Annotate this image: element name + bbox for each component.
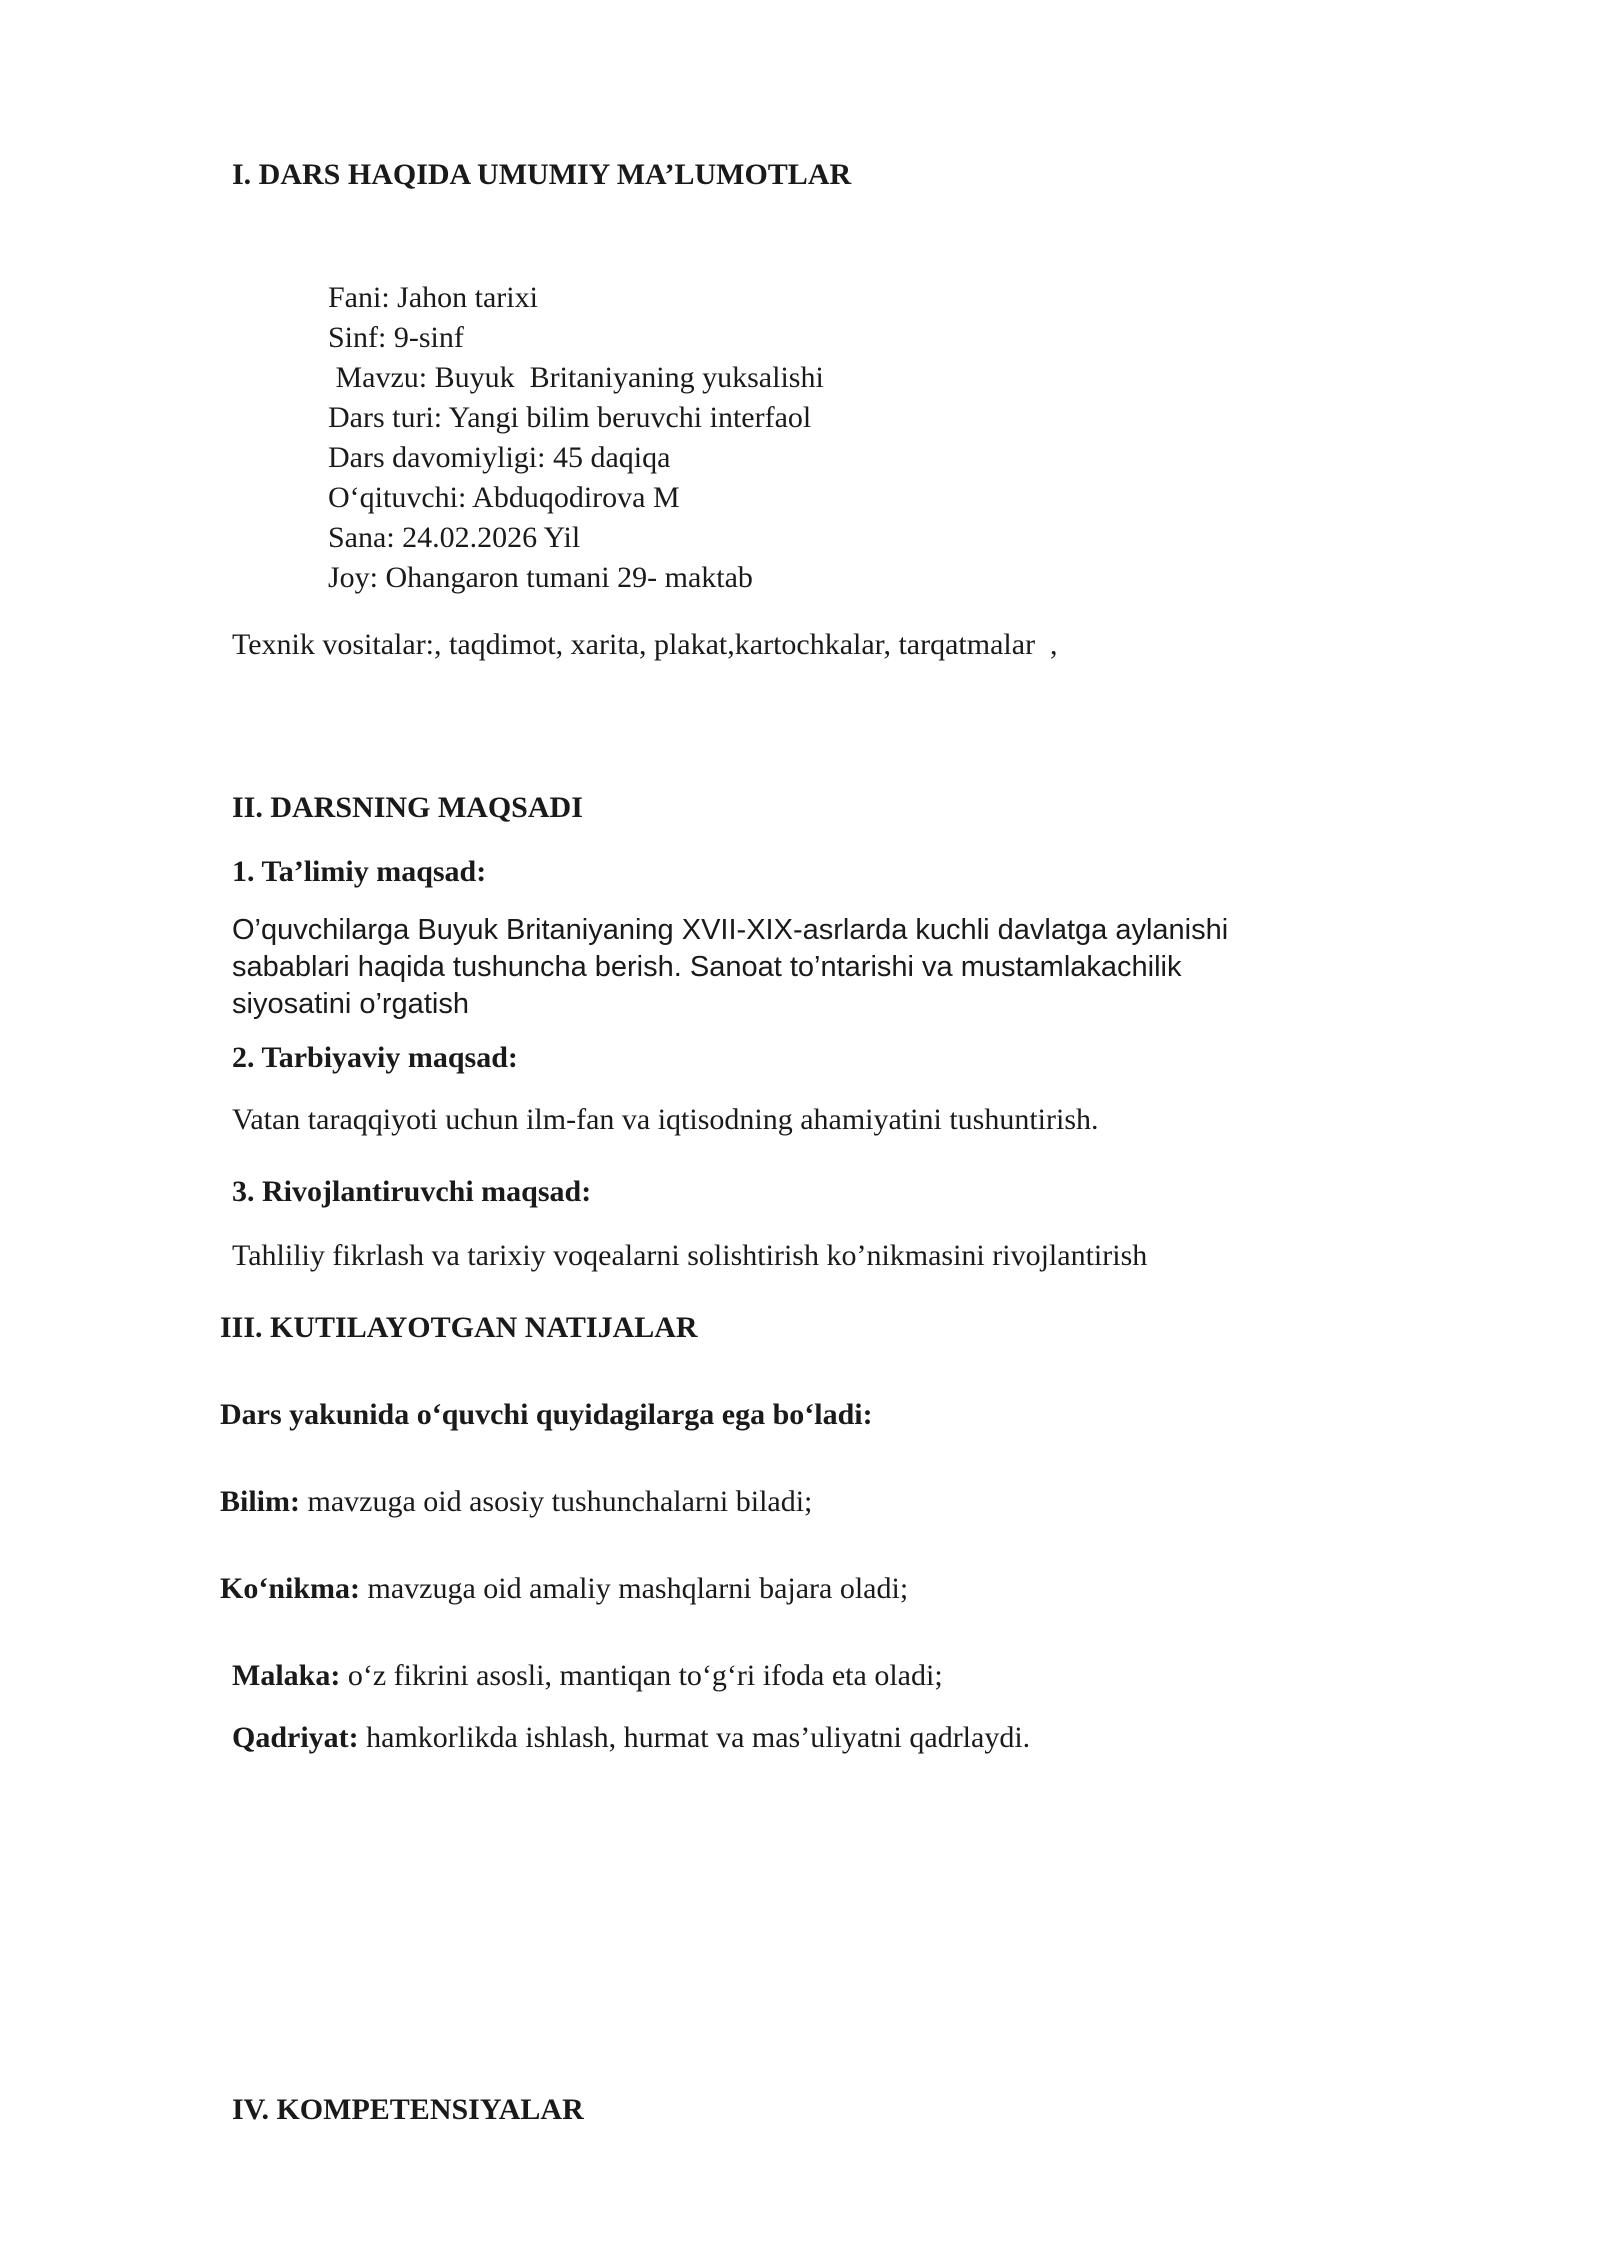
outcome-value-text: hamkorlikda ishlash, hurmat va mas’uliyatni qadrlaydi.: [358, 1721, 1031, 1754]
info-grade: Sinf: 9-sinf: [328, 321, 464, 354]
section-3-heading: III. KUTILAYOTGAN NATIJALAR: [220, 1311, 698, 1344]
lesson-info-list: [328, 278, 824, 598]
info-duration: Dars davomiyligi: 45 daqiqa: [328, 441, 671, 474]
info-place: Joy: Ohangaron tumani 29- maktab: [328, 561, 753, 594]
goal-1-text: O’quvchilarga Buyuk Britaniyaning XVII-XIX-asrlarda kuchli davlatga aylanishi sabablari haqida tushuncha berish. Sanoat to’ntarishi va mustamlakachilik siyosatini o’rgatish: [232, 914, 1229, 1020]
info-topic: Mavzu: Buyuk Britaniyaning yuksalishi: [328, 361, 824, 394]
outcome-skill-label: Ko‘nikma:: [220, 1572, 361, 1605]
outcome-competence: [232, 1656, 943, 1696]
goal-3-text: Tahliliy fikrlash va tarixiy voqealarni solishtirish ko’nikmasini rivojlantirish: [232, 1239, 1148, 1272]
goal-1-title: 1. Ta’limiy maqsad:: [232, 855, 487, 888]
outcome-value-label: Qadriyat:: [232, 1721, 359, 1754]
technical-tools: Texnik vositalar:, taqdimot, xarita, plakat,kartochkalar, tarqatmalar ,: [232, 628, 1058, 661]
goal-2-title: 2. Tarbiyaviy maqsad:: [232, 1041, 518, 1074]
info-date: Sana: 24.02.2026 Yil: [328, 521, 581, 554]
goal-3-title: 3. Rivojlantiruvchi maqsad:: [232, 1175, 592, 1208]
outcome-skill: [220, 1569, 908, 1609]
goal-2-text: Vatan taraqqiyoti uchun ilm-fan va iqtisodning ahamiyatini tushuntirish.: [232, 1103, 1099, 1136]
outcome-knowledge-label: Bilim:: [220, 1485, 300, 1518]
outcome-competence-text: o‘z fikrini asosli, mantiqan to‘g‘ri ifoda eta oladi;: [340, 1659, 943, 1692]
outcome-knowledge-text: mavzuga oid asosiy tushunchalarni biladi;: [300, 1485, 813, 1518]
outcomes-intro: Dars yakunida o‘quvchi quyidagilarga ega bo‘ladi:: [220, 1398, 873, 1431]
info-lesson-type: Dars turi: Yangi bilim beruvchi interfaol: [328, 401, 812, 434]
outcome-value: [232, 1718, 1030, 1758]
section-4-heading: IV. KOMPETENSIYALAR: [232, 2093, 584, 2126]
outcome-skill-text: mavzuga oid amaliy mashqlarni bajara oladi;: [360, 1572, 909, 1605]
info-subject: Fani: Jahon tarixi: [328, 281, 538, 314]
section-1-heading: I. DARS HAQIDA UMUMIY MA’LUMOTLAR: [232, 158, 852, 191]
section-2-heading: II. DARSNING MAQSADI: [232, 791, 583, 824]
outcome-knowledge: [220, 1482, 812, 1522]
info-teacher: O‘qituvchi: Abduqodirova M: [328, 481, 680, 514]
outcome-competence-label: Malaka:: [232, 1659, 341, 1692]
